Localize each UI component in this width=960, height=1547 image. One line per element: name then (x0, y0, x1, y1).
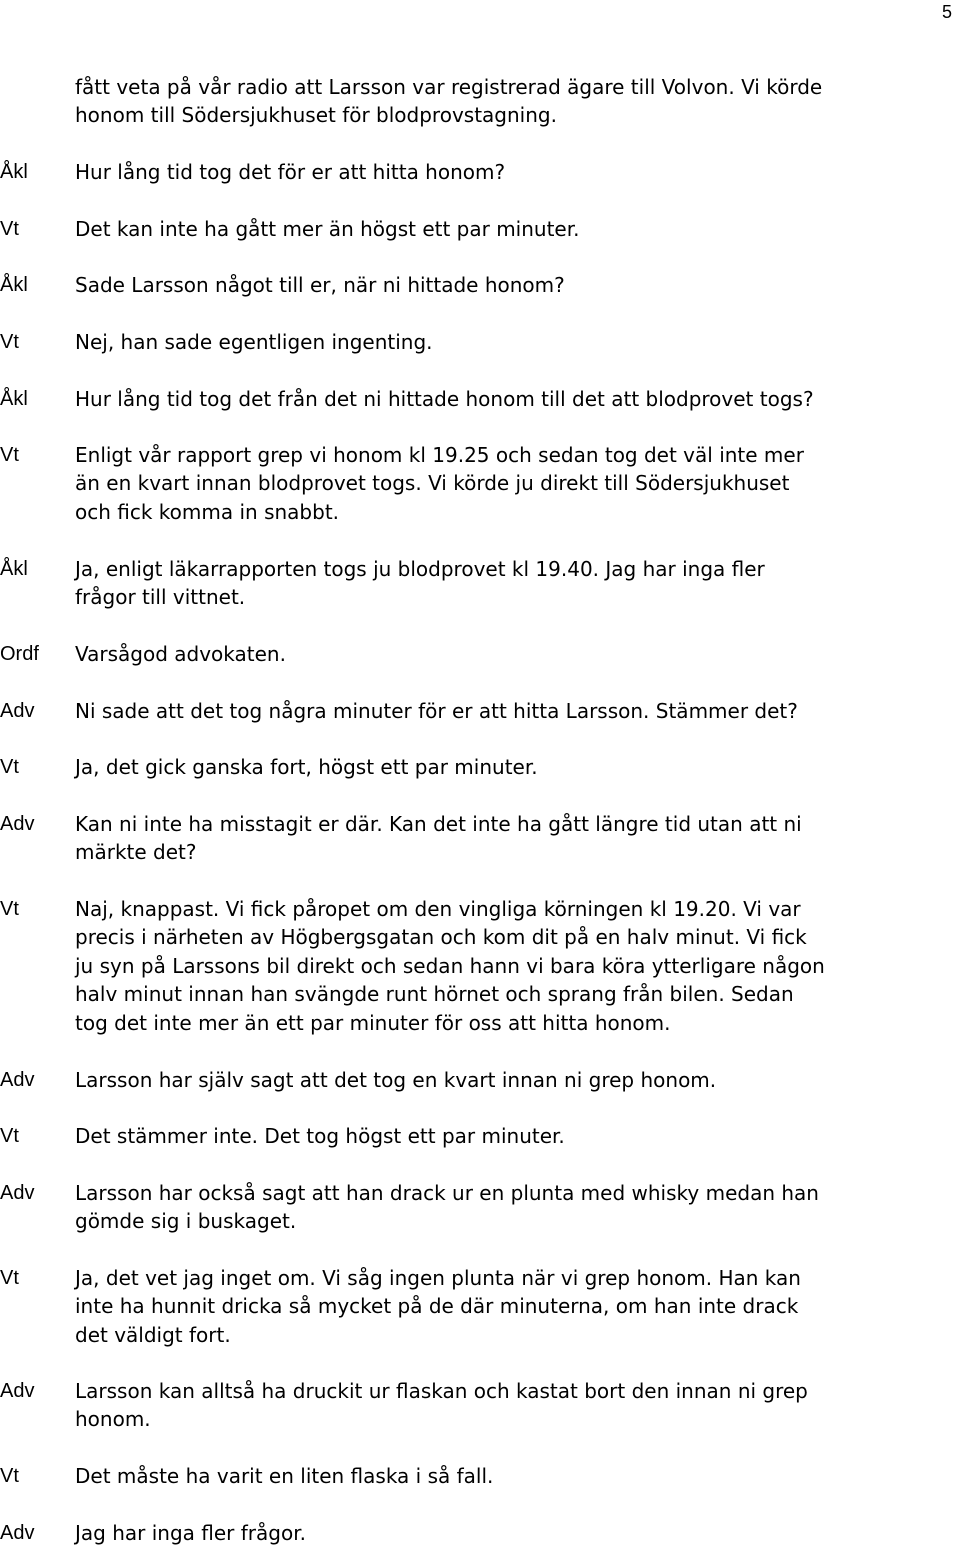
speaker-label: Adv (0, 700, 35, 722)
utterance-text: Larsson har själv sagt att det tog en kvart innan ni grep honom. (75, 1068, 717, 1092)
utterance-text: Det stämmer inte. Det tog högst ett par minuter. (75, 1124, 565, 1148)
speaker-label: Adv (0, 813, 35, 835)
utterance-text: Det måste ha varit en liten flaska i så fall. (75, 1464, 494, 1488)
page-number: 5 (941, 2, 952, 22)
utterance-text: Larsson kan alltså ha druckit ur flaskan och kastat bort den innan ni grep honom. (75, 1379, 808, 1432)
speaker-label: Åkl (0, 274, 28, 296)
utterance-text: Ja, enligt läkarrapporten togs ju blodprovet kl 19.40. Jag har inga fler frågor till vittnet. (75, 557, 765, 610)
speaker-label: Åkl (0, 558, 28, 580)
speaker-label: Vt (0, 898, 19, 920)
utterance-text: Kan ni inte ha misstagit er där. Kan det inte ha gått längre tid utan att ni märkte det? (75, 812, 802, 865)
utterance-text: Naj, knappast. Vi fick påropet om den vingliga körningen kl 19.20. Vi var precis i närheten av Högbergsgatan och kom dit på en halv minut. Vi fick ju syn på Larssons bil direkt och sedan hann vi bara köra ytterligare någon halv minut innan han svängde runt hörnet och sprang från bilen. Sedan tog det inte mer än ett par minuter för oss att hitta honom. (75, 897, 825, 1035)
utterance-text: Det kan inte ha gått mer än högst ett par minuter. (75, 217, 580, 241)
utterance-text: Ja, det gick ganska fort, högst ett par minuter. (75, 755, 538, 779)
utterance-text: Hur lång tid tog det för er att hitta honom? (75, 160, 506, 184)
speaker-label: Åkl (0, 388, 28, 410)
utterance-text: Nej, han sade egentligen ingenting. (75, 330, 433, 354)
utterance-text: Varsågod advokaten. (75, 642, 286, 666)
speaker-label: Vt (0, 1267, 19, 1289)
speaker-label: Adv (0, 1522, 35, 1544)
speaker-label: Vt (0, 218, 19, 240)
utterance-text: fått veta på vår radio att Larsson var registrerad ägare till Volvon. Vi körde honom till Södersjukhuset för blodprovstagning. (75, 75, 823, 128)
speaker-label: Vt (0, 331, 19, 353)
speaker-label: Adv (0, 1069, 35, 1091)
speaker-label: Vt (0, 1465, 19, 1487)
utterance-text: Ni sade att det tog några minuter för er att hitta Larsson. Stämmer det? (75, 699, 798, 723)
utterance-text: Jag har inga fler frågor. (75, 1521, 306, 1545)
utterance-text: Hur lång tid tog det från det ni hittade honom till det att blodprovet togs? (75, 387, 814, 411)
speaker-label: Vt (0, 444, 19, 466)
utterance-text: Enligt vår rapport grep vi honom kl 19.25 och sedan tog det väl inte mer än en kvart innan blodprovet togs. Vi körde ju direkt till Södersjukhuset och fick komma in snabbt. (75, 443, 804, 524)
speaker-label: Vt (0, 756, 19, 778)
utterance-text: Ja, det vet jag inget om. Vi såg ingen plunta när vi grep honom. Han kan inte ha hunnit dricka så mycket på de där minuterna, om han inte drack det väldigt fort. (75, 1266, 801, 1347)
speaker-label: Ordf (0, 643, 39, 665)
speaker-label: Åkl (0, 161, 28, 183)
speaker-label: Vt (0, 1125, 19, 1147)
speaker-label: Adv (0, 1380, 35, 1402)
utterance-text: Larsson har också sagt att han drack ur en plunta med whisky medan han gömde sig i buskaget. (75, 1181, 819, 1234)
speaker-label: Adv (0, 1182, 35, 1204)
utterance-text: Sade Larsson något till er, när ni hittade honom? (75, 273, 565, 297)
